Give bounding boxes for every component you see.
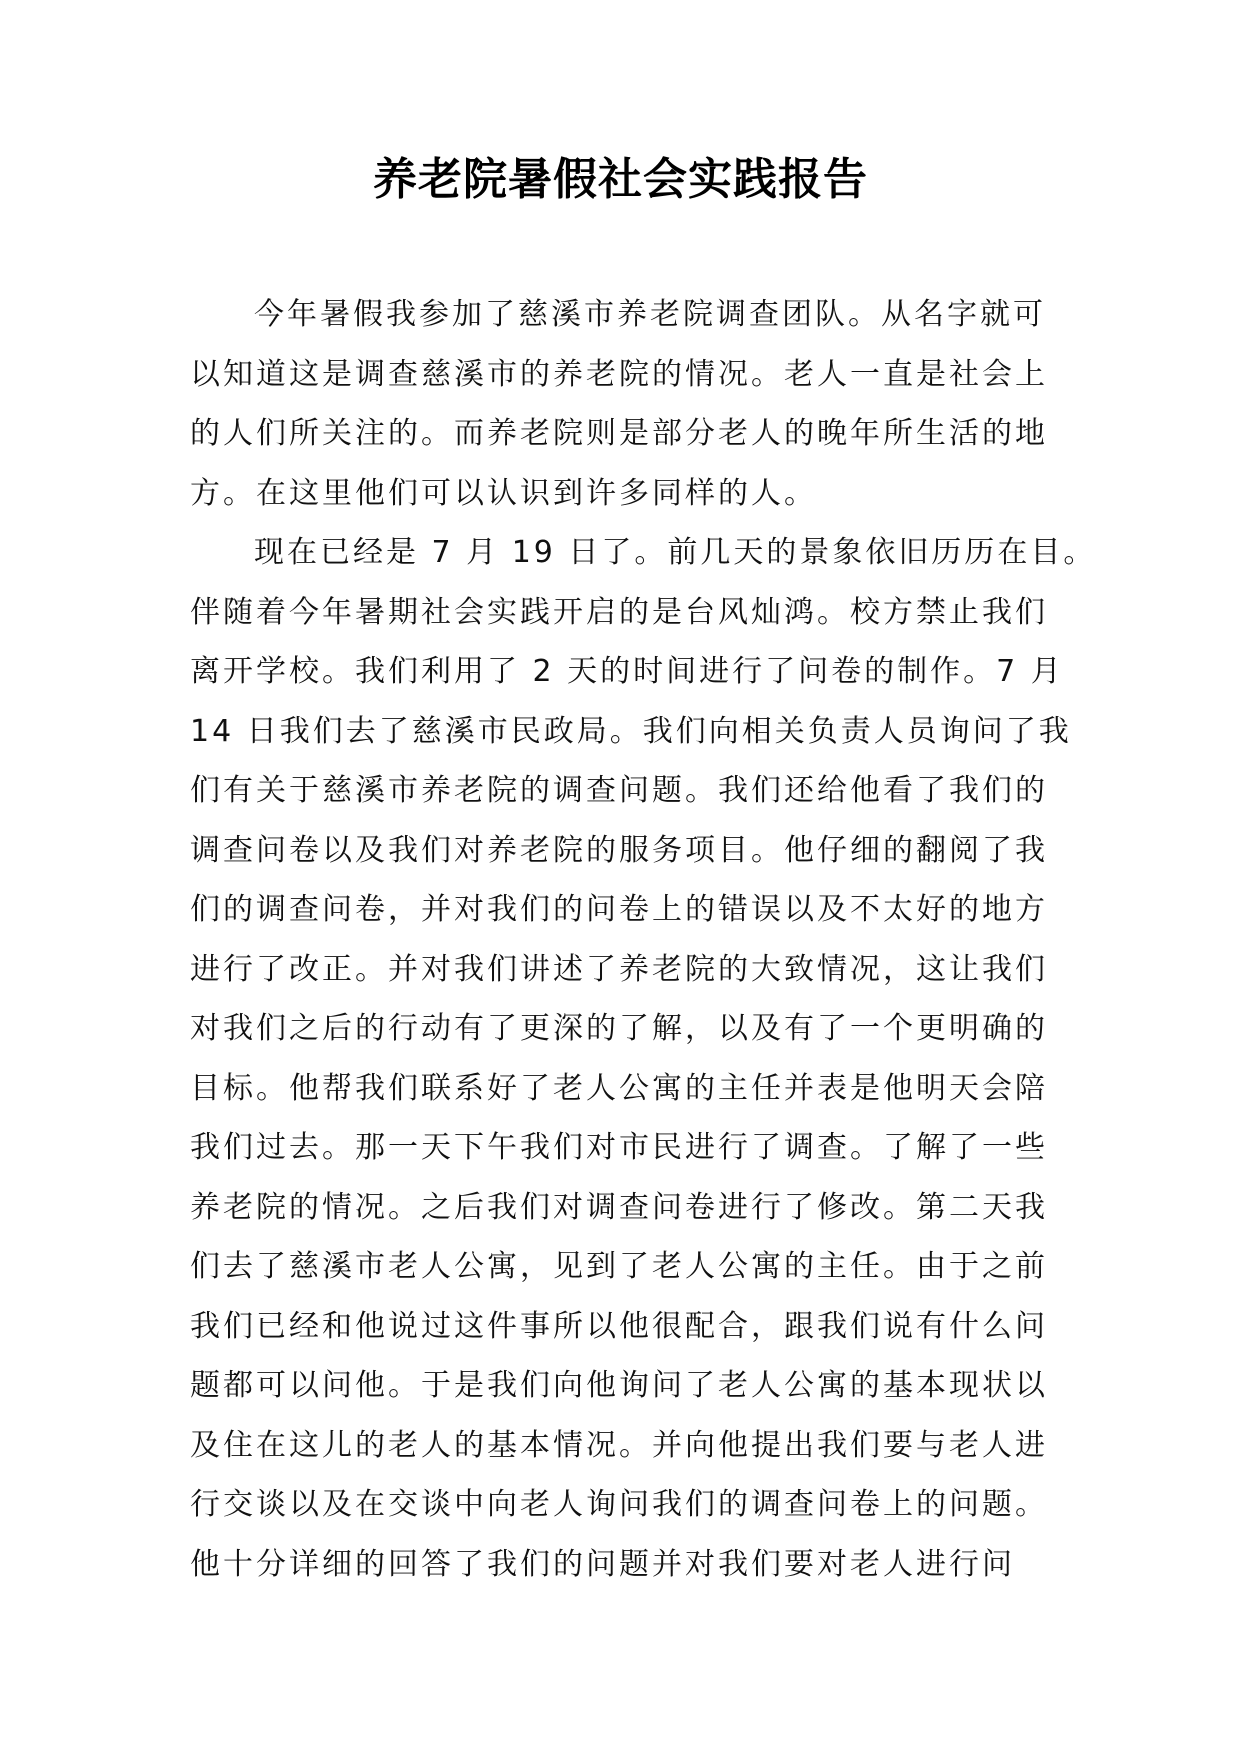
paragraph (190, 285, 1050, 523)
text-line: 他十分详细的回答了我们的问题并对我们要对老人进行问 (190, 1546, 1015, 1582)
text-line: 题都可以问他。于是我们向他询问了老人公寓的基本现状以 (190, 1368, 1048, 1403)
text-line: 们去了慈溪市老人公寓，见到了老人公寓的主任。由于之前 (190, 1249, 1048, 1284)
text-line: 们有关于慈溪市养老院的调查问题。我们还给他看了我们的 (190, 773, 1048, 808)
document-title: 养老院暑假社会实践报告 (373, 154, 868, 205)
text-line: 进行了改正。并对我们讲述了养老院的大致情况，这让我们 (190, 951, 1048, 987)
document-body (190, 285, 1097, 1594)
text-line: 的人们所关注的。而养老院则是部分老人的晚年所生活的地 (190, 416, 1048, 451)
text-line: 14 日我们去了慈溪市民政局。我们向相关负责人员询问了我 (190, 713, 1072, 749)
text-line: 离开学校。我们利用了 2 天的时间进行了问卷的制作。7 月 (190, 654, 1064, 689)
text-line: 以知道这是调查慈溪市的养老院的情况。老人一直是社会上 (190, 356, 1048, 392)
text-line: 我们过去。那一天下午我们对市民进行了调查。了解了一些 (190, 1130, 1048, 1165)
text-line: 今年暑假我参加了慈溪市养老院调查团队。从名字就可 (254, 297, 1046, 332)
paragraph (190, 523, 1097, 1594)
text-line: 调查问卷以及我们对养老院的服务项目。他仔细的翻阅了我 (190, 832, 1048, 868)
text-line: 对我们之后的行动有了更深的了解，以及有了一个更明确的 (190, 1011, 1048, 1046)
text-line: 目标。他帮我们联系好了老人公寓的主任并表是他明天会陪 (190, 1070, 1048, 1106)
text-line: 方。在这里他们可以认识到许多同样的人。 (190, 475, 817, 511)
text-line: 伴随着今年暑期社会实践开启的是台风灿鸿。校方禁止我们 (190, 594, 1048, 630)
text-line: 我们已经和他说过这件事所以他很配合，跟我们说有什么问 (190, 1308, 1048, 1344)
text-line: 行交谈以及在交谈中向老人询问我们的调查问卷上的问题。 (190, 1487, 1048, 1522)
text-line: 们的调查问卷，并对我们的问卷上的错误以及不太好的地方 (190, 892, 1048, 927)
text-line: 现在已经是 7 月 19 日了。前几天的景象依旧历历在目。 (254, 535, 1097, 570)
text-line: 养老院的情况。之后我们对调查问卷进行了修改。第二天我 (190, 1189, 1048, 1225)
text-line: 及住在这儿的老人的基本情况。并向他提出我们要与老人进 (190, 1427, 1048, 1463)
